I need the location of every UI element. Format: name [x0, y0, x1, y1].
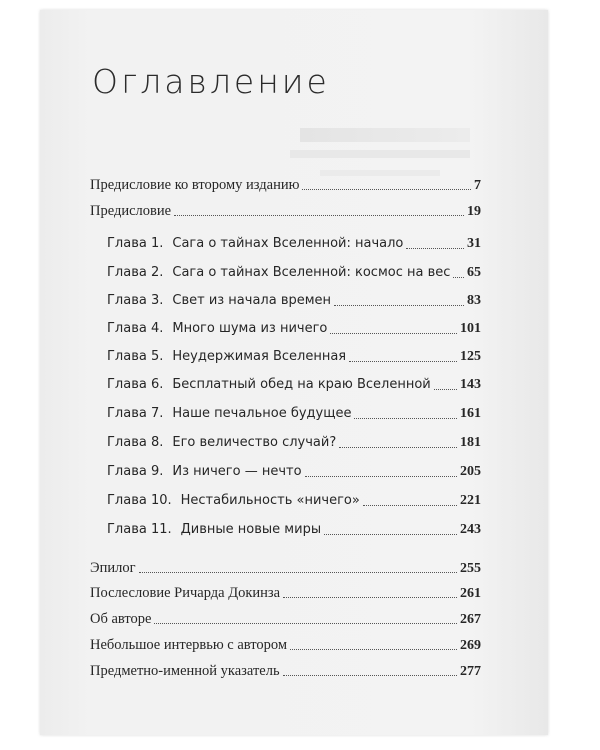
chapter-page: 143 [460, 377, 481, 392]
toc-entry-preface[interactable] [90, 200, 481, 222]
toc-entry-index[interactable] [90, 660, 481, 682]
chapter-title: Сага о тайнах Вселенной: начало [172, 236, 404, 251]
dot-leader [174, 214, 464, 216]
chapter-page: 221 [460, 493, 481, 508]
chapter-title: Его величество случай? [172, 435, 337, 450]
toc-entry-chapter-4[interactable] [107, 318, 481, 340]
dot-leader [330, 332, 457, 334]
chapter-label: Глава 11. [107, 522, 172, 537]
chapter-title: Свет из начала времен [172, 293, 332, 308]
toc-entry-chapter-11[interactable] [107, 519, 481, 541]
toc-entry-page: 277 [460, 664, 481, 679]
dot-leader [363, 504, 457, 506]
chapter-page: 181 [460, 435, 481, 450]
toc-entry-chapter-10[interactable] [107, 490, 481, 512]
toc-entry-chapter-2[interactable] [107, 262, 481, 284]
dot-leader [290, 648, 457, 650]
chapter-label: Глава 4. [107, 321, 164, 336]
dot-leader [324, 533, 457, 535]
chapter-title: Неудержимая Вселенная [172, 349, 347, 364]
dot-leader [283, 596, 457, 598]
dot-leader [283, 674, 457, 676]
toc-entry-title: Предисловие ко второму изданию [90, 177, 300, 193]
chapter-page: 125 [460, 349, 481, 364]
dot-leader [349, 360, 457, 362]
dot-leader [154, 622, 457, 624]
dot-leader [334, 304, 464, 306]
chapter-page: 205 [460, 464, 481, 479]
chapter-title: Сага о тайнах Вселенной: космос на вес [172, 265, 451, 280]
chapter-label: Глава 5. [107, 349, 164, 364]
toc-entry-page: 255 [460, 561, 481, 576]
chapter-page: 161 [460, 406, 481, 421]
chapter-label: Глава 6. [107, 377, 164, 392]
toc-entry-afterword[interactable] [90, 582, 481, 604]
dot-leader [305, 475, 457, 477]
toc-entry-page: 7 [474, 178, 481, 193]
page-title: Оглавление [92, 62, 330, 101]
toc-entry-title: Предметно-именной указатель [90, 663, 280, 679]
chapter-page: 83 [467, 293, 481, 308]
chapter-label: Глава 10. [107, 493, 172, 508]
toc-entry-page: 19 [467, 204, 481, 219]
chapter-page: 243 [460, 522, 481, 537]
toc-entry-about-author[interactable] [90, 608, 481, 630]
toc-entry-title: Предисловие [90, 203, 172, 219]
chapter-title: Много шума из ничего [172, 321, 328, 336]
chapter-label: Глава 3. [107, 293, 164, 308]
dot-leader [406, 247, 464, 249]
chapter-title: Бесплатный обед на краю Вселенной [172, 377, 431, 392]
dot-leader [434, 388, 457, 390]
chapter-page: 31 [467, 236, 481, 251]
toc-entry-chapter-7[interactable] [107, 403, 481, 425]
toc-entry-title: Эпилог [90, 560, 136, 576]
toc-entry-title: Послесловие Ричарда Докинза [90, 585, 281, 601]
dot-leader [354, 417, 457, 419]
toc-entry-chapter-9[interactable] [107, 461, 481, 483]
toc-entry-chapter-5[interactable] [107, 346, 481, 368]
chapter-title: Наше печальное будущее [172, 406, 352, 421]
chapter-label: Глава 8. [107, 435, 164, 450]
dot-leader [139, 571, 457, 573]
toc-entry-page: 267 [460, 612, 481, 627]
dot-leader [302, 188, 471, 190]
dot-leader [453, 276, 464, 278]
toc-entry-chapter-3[interactable] [107, 290, 481, 312]
toc-entry-title: Небольшое интервью с автором [90, 637, 288, 653]
chapter-label: Глава 1. [107, 236, 164, 251]
chapter-page: 65 [467, 265, 481, 280]
chapter-title: Из ничего — нечто [172, 464, 302, 479]
toc-entry-page: 269 [460, 638, 481, 653]
toc-entry-title: Об авторе [90, 611, 152, 627]
chapter-title: Нестабильность «ничего» [180, 493, 360, 508]
toc-entry-epilogue[interactable] [90, 557, 481, 579]
dot-leader [339, 446, 457, 448]
chapter-title: Дивные новые миры [180, 522, 322, 537]
chapter-label: Глава 7. [107, 406, 164, 421]
toc-entry-chapter-6[interactable] [107, 374, 481, 396]
chapter-label: Глава 2. [107, 265, 164, 280]
chapter-label: Глава 9. [107, 464, 164, 479]
chapter-page: 101 [460, 321, 481, 336]
toc-entry-chapter-8[interactable] [107, 432, 481, 454]
toc-entry-page: 261 [460, 586, 481, 601]
toc-entry-chapter-1[interactable] [107, 233, 481, 255]
toc-entry-preface-second-edition[interactable] [90, 174, 481, 196]
toc-entry-interview[interactable] [90, 634, 481, 656]
